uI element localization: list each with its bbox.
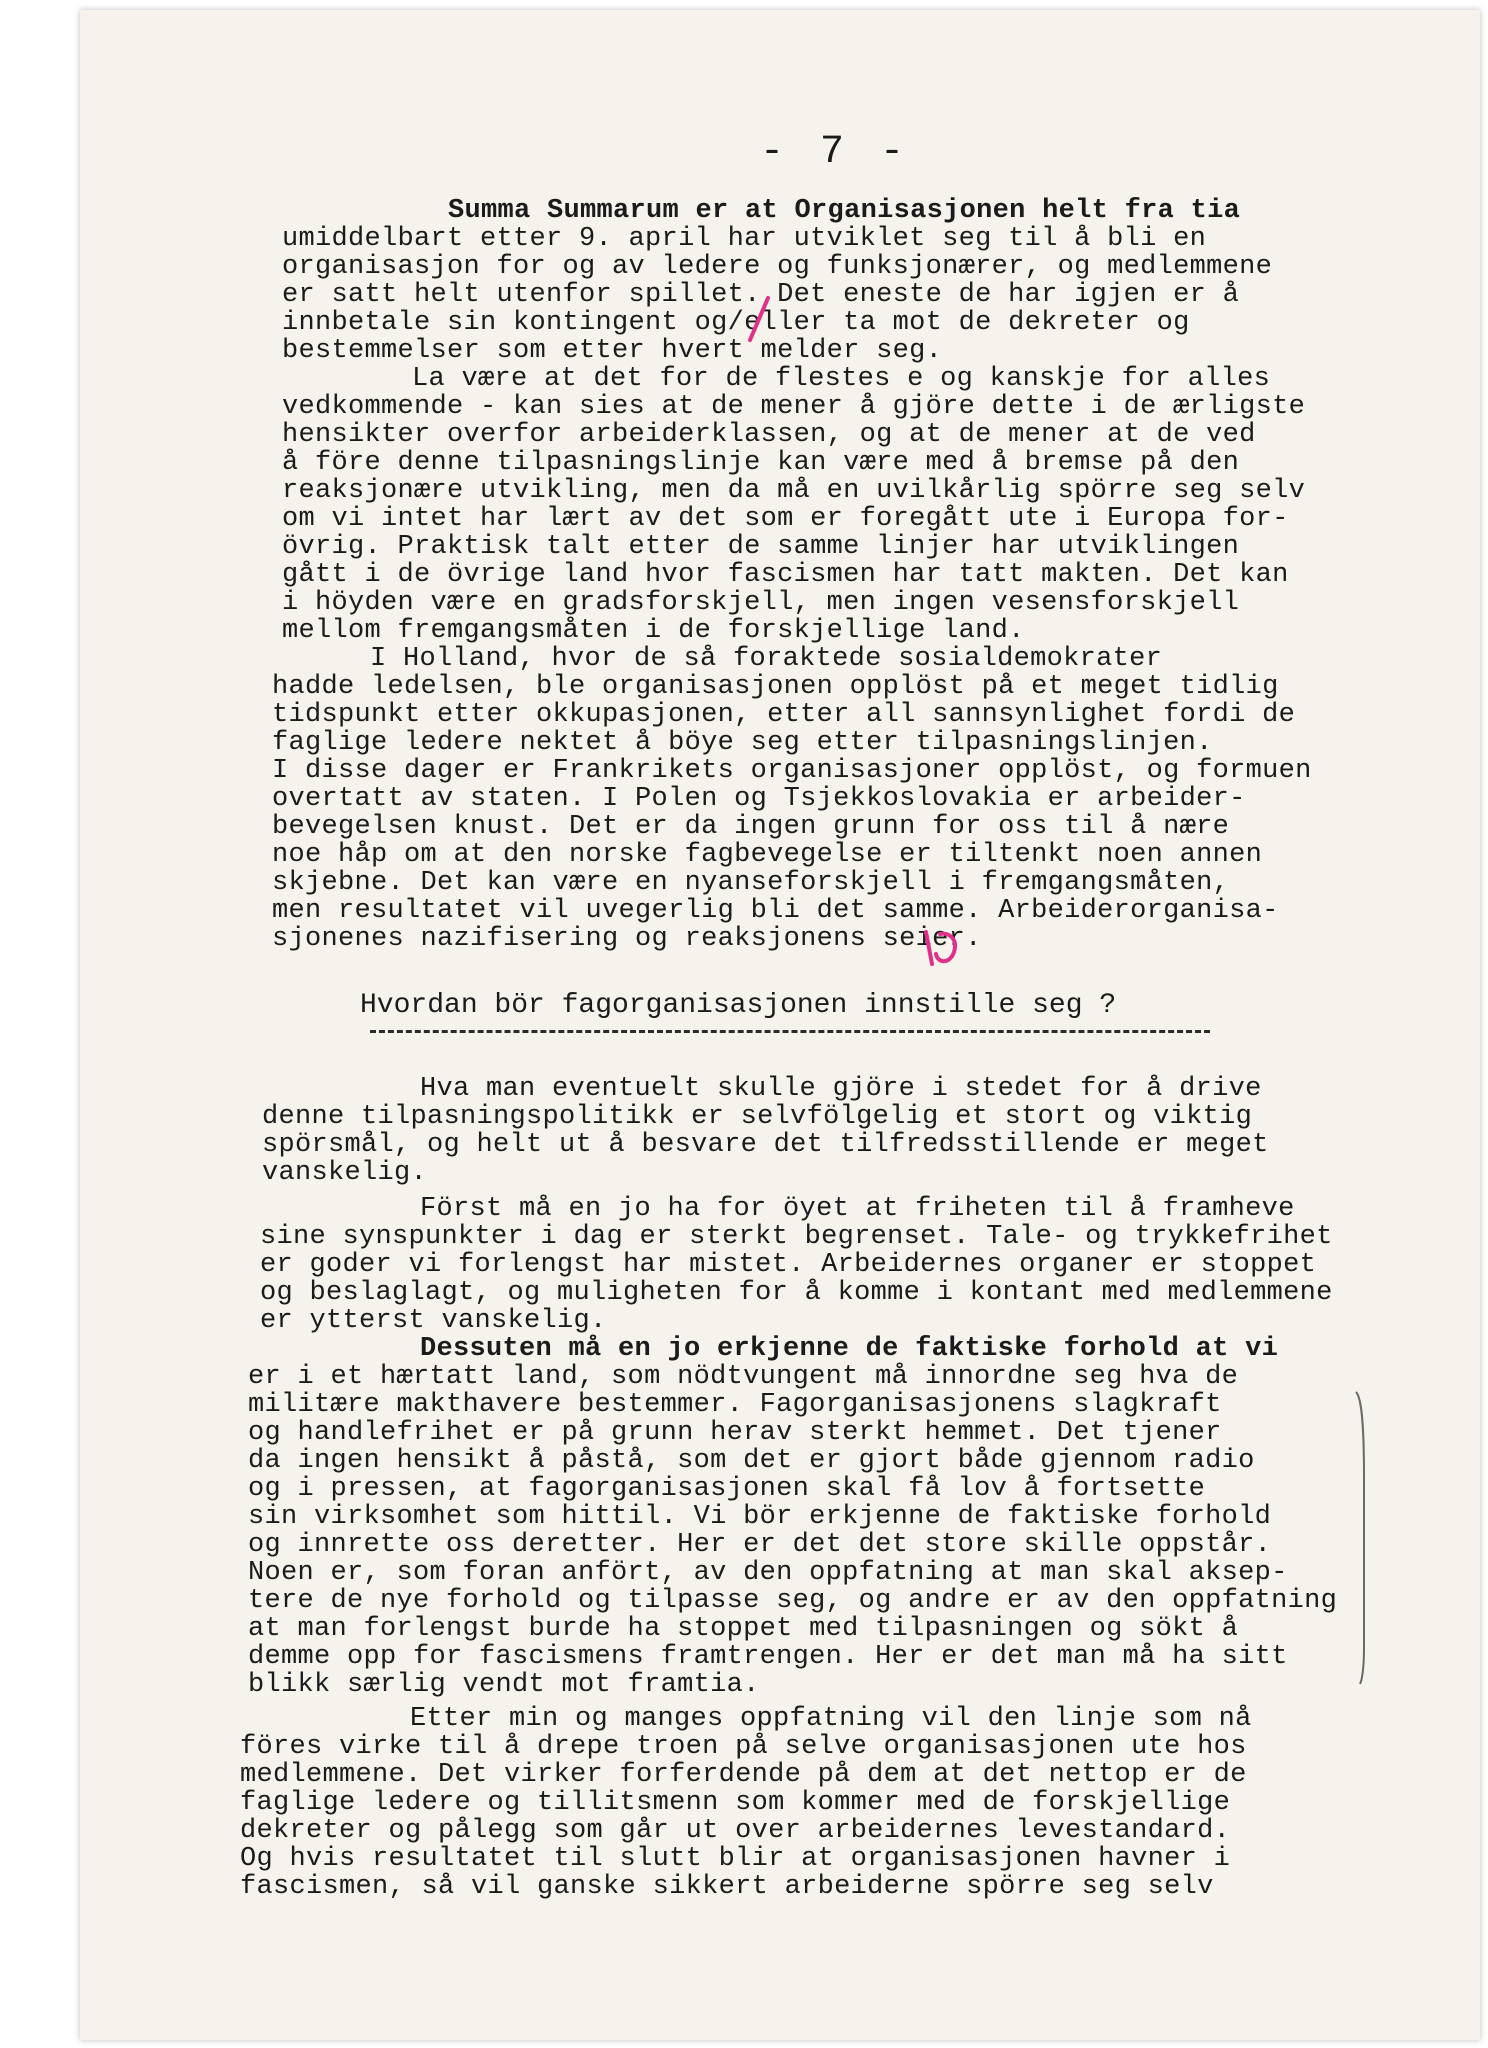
text-line: reaksjonære utvikling, men da må en uvilkårlig spörre seg selv bbox=[282, 476, 1306, 506]
text-line: gått i de övrige land hvor fascismen har tatt makten. Det kan bbox=[282, 560, 1289, 590]
pink-slash-mark bbox=[738, 294, 778, 344]
text-line: tidspunkt etter okkupasjonen, etter all sannsynlighet fordi de bbox=[272, 700, 1296, 730]
text-line: övrig. Praktisk talt etter de samme linjer har utviklingen bbox=[282, 532, 1240, 562]
text-line: er ytterst vanskelig. bbox=[260, 1306, 607, 1336]
text-line: I disse dager er Frankrikets organisasjoner opplöst, og formuen bbox=[272, 756, 1312, 786]
text-line: Först må en jo ha for öyet at friheten til å framheve bbox=[420, 1194, 1295, 1224]
text-line: medlemmene. Det virker forferdende på dem at det nettop er de bbox=[240, 1760, 1247, 1790]
text-line: spörsmål, og helt ut å besvare det tilfredsstillende er meget bbox=[262, 1130, 1269, 1160]
text-line: Og hvis resultatet til slutt blir at organisasjonen havner i bbox=[240, 1844, 1231, 1874]
text-line: La være at det for de flestes e og kanskje for alles bbox=[412, 364, 1271, 394]
text-line: Noen er, som foran anfört, av den oppfatning at man skal aksep- bbox=[248, 1558, 1288, 1588]
text-line: militære makthavere bestemmer. Fagorganisasjonens slagkraft bbox=[248, 1390, 1222, 1420]
section-heading: Hvordan bör fagorganisasjonen innstille seg ? bbox=[360, 990, 1117, 1021]
text-line: Hva man eventuelt skulle gjöre i stedet for å drive bbox=[420, 1074, 1262, 1104]
text-line: og i pressen, at fagorganisasjonen skal få lov å fortsette bbox=[248, 1474, 1206, 1504]
text-line: hadde ledelsen, ble organisasjonen opplöst på et meget tidlig bbox=[272, 672, 1279, 702]
text-line: organisasjon for og av ledere og funksjonærer, og medlemmene bbox=[282, 252, 1273, 282]
text-line: mellom fremgangsmåten i de forskjellige land. bbox=[282, 616, 1025, 646]
text-line: da ingen hensikt å påstå, som det er gjort både gjennom radio bbox=[248, 1446, 1255, 1476]
pink-correction-mark bbox=[918, 924, 972, 974]
text-line: er goder vi forlengst har mistet. Arbeidernes organer er stoppet bbox=[260, 1250, 1317, 1280]
text-line: Etter min og manges oppfatning vil den linje som nå bbox=[410, 1704, 1252, 1734]
text-line: og innrette oss deretter. Her er det det store skille oppstår. bbox=[248, 1530, 1272, 1560]
text-line: I Holland, hvor de så foraktede sosialdemokrater bbox=[370, 644, 1163, 674]
text-line: Dessuten må en jo erkjenne de faktiske forhold at vi bbox=[420, 1334, 1279, 1364]
text-line: dekreter og pålegg som går ut over arbeidernes levestandard. bbox=[240, 1816, 1231, 1846]
text-line: hensikter overfor arbeiderklassen, og at de mener at de ved bbox=[282, 420, 1256, 450]
text-line: fascismen, så vil ganske sikkert arbeiderne spörre seg selv bbox=[240, 1872, 1214, 1902]
page-number: - 7 - bbox=[760, 130, 911, 175]
text-line: men resultatet vil uvegerlig bli det samme. Arbeiderorganisa- bbox=[272, 896, 1279, 926]
text-line: sjonenes nazifisering og reaksjonens seier. bbox=[272, 924, 982, 954]
text-line: umiddelbart etter 9. april har utviklet seg til å bli en bbox=[282, 224, 1207, 254]
text-line: innbetale sin kontingent og/eller ta mot de dekreter og bbox=[282, 308, 1190, 338]
text-line: at man forlengst burde ha stoppet med tilpasningen og sökt å bbox=[248, 1614, 1239, 1644]
text-line: faglige ledere nektet å böye seg etter tilpasningslinjen. bbox=[272, 728, 1213, 758]
text-line: blikk særlig vendt mot framtia. bbox=[248, 1670, 760, 1700]
text-line: tere de nye forhold og tilpasse seg, og andre er av den oppfatning bbox=[248, 1586, 1338, 1616]
text-line: vanskelig. bbox=[262, 1158, 428, 1188]
text-line: bevegelsen knust. Det er da ingen grunn for oss til å nære bbox=[272, 812, 1230, 842]
text-line: i höyden være en gradsforskjell, men ingen vesensforskjell bbox=[282, 588, 1240, 618]
text-line: faglige ledere og tillitsmenn som kommer med de forskjellige bbox=[240, 1788, 1231, 1818]
text-line: demme opp for fascismens framtrengen. Her er det man må ha sitt bbox=[248, 1642, 1288, 1672]
text-line: Summa Summarum er at Organisasjonen helt fra tia bbox=[448, 196, 1241, 226]
text-line: om vi intet har lært av det som er foregått ute i Europa for- bbox=[282, 504, 1289, 534]
text-line: vedkommende - kan sies at de mener å gjöre dette i de ærligste bbox=[282, 392, 1306, 422]
heading-underline bbox=[370, 1030, 1210, 1033]
text-line: noe håp om at den norske fagbevegelse er tiltenkt noen annen bbox=[272, 840, 1263, 870]
text-line: og handlefrihet er på grunn herav sterkt hemmet. Det tjener bbox=[248, 1418, 1222, 1448]
text-line: skjebne. Det kan være en nyanseforskjell i fremgangsmåten, bbox=[272, 868, 1230, 898]
text-line: og beslaglagt, og muligheten for å komme i kontant med medlemmene bbox=[260, 1278, 1333, 1308]
text-line: å före denne tilpasningslinje kan være med å bremse på den bbox=[282, 448, 1240, 478]
text-line: er satt helt utenfor spillet. Det eneste de har igjen er å bbox=[282, 280, 1240, 310]
pencil-margin-bracket bbox=[1352, 1388, 1382, 1688]
text-line: er i et hærtatt land, som nödtvungent må innordne seg hva de bbox=[248, 1362, 1239, 1392]
text-line: bestemmelser som etter hvert melder seg. bbox=[282, 336, 943, 366]
text-line: overtatt av staten. I Polen og Tsjekkoslovakia er arbeider- bbox=[272, 784, 1246, 814]
text-line: sine synspunkter i dag er sterkt begrenset. Tale- og trykkefrihet bbox=[260, 1222, 1333, 1252]
text-line: denne tilpasningspolitikk er selvfölgelig et stort og viktig bbox=[262, 1102, 1253, 1132]
text-line: föres virke til å drepe troen på selve organisasjonen ute hos bbox=[240, 1732, 1247, 1762]
text-line: sin virksomhet som hittil. Vi bör erkjenne de faktiske forhold bbox=[248, 1502, 1272, 1532]
